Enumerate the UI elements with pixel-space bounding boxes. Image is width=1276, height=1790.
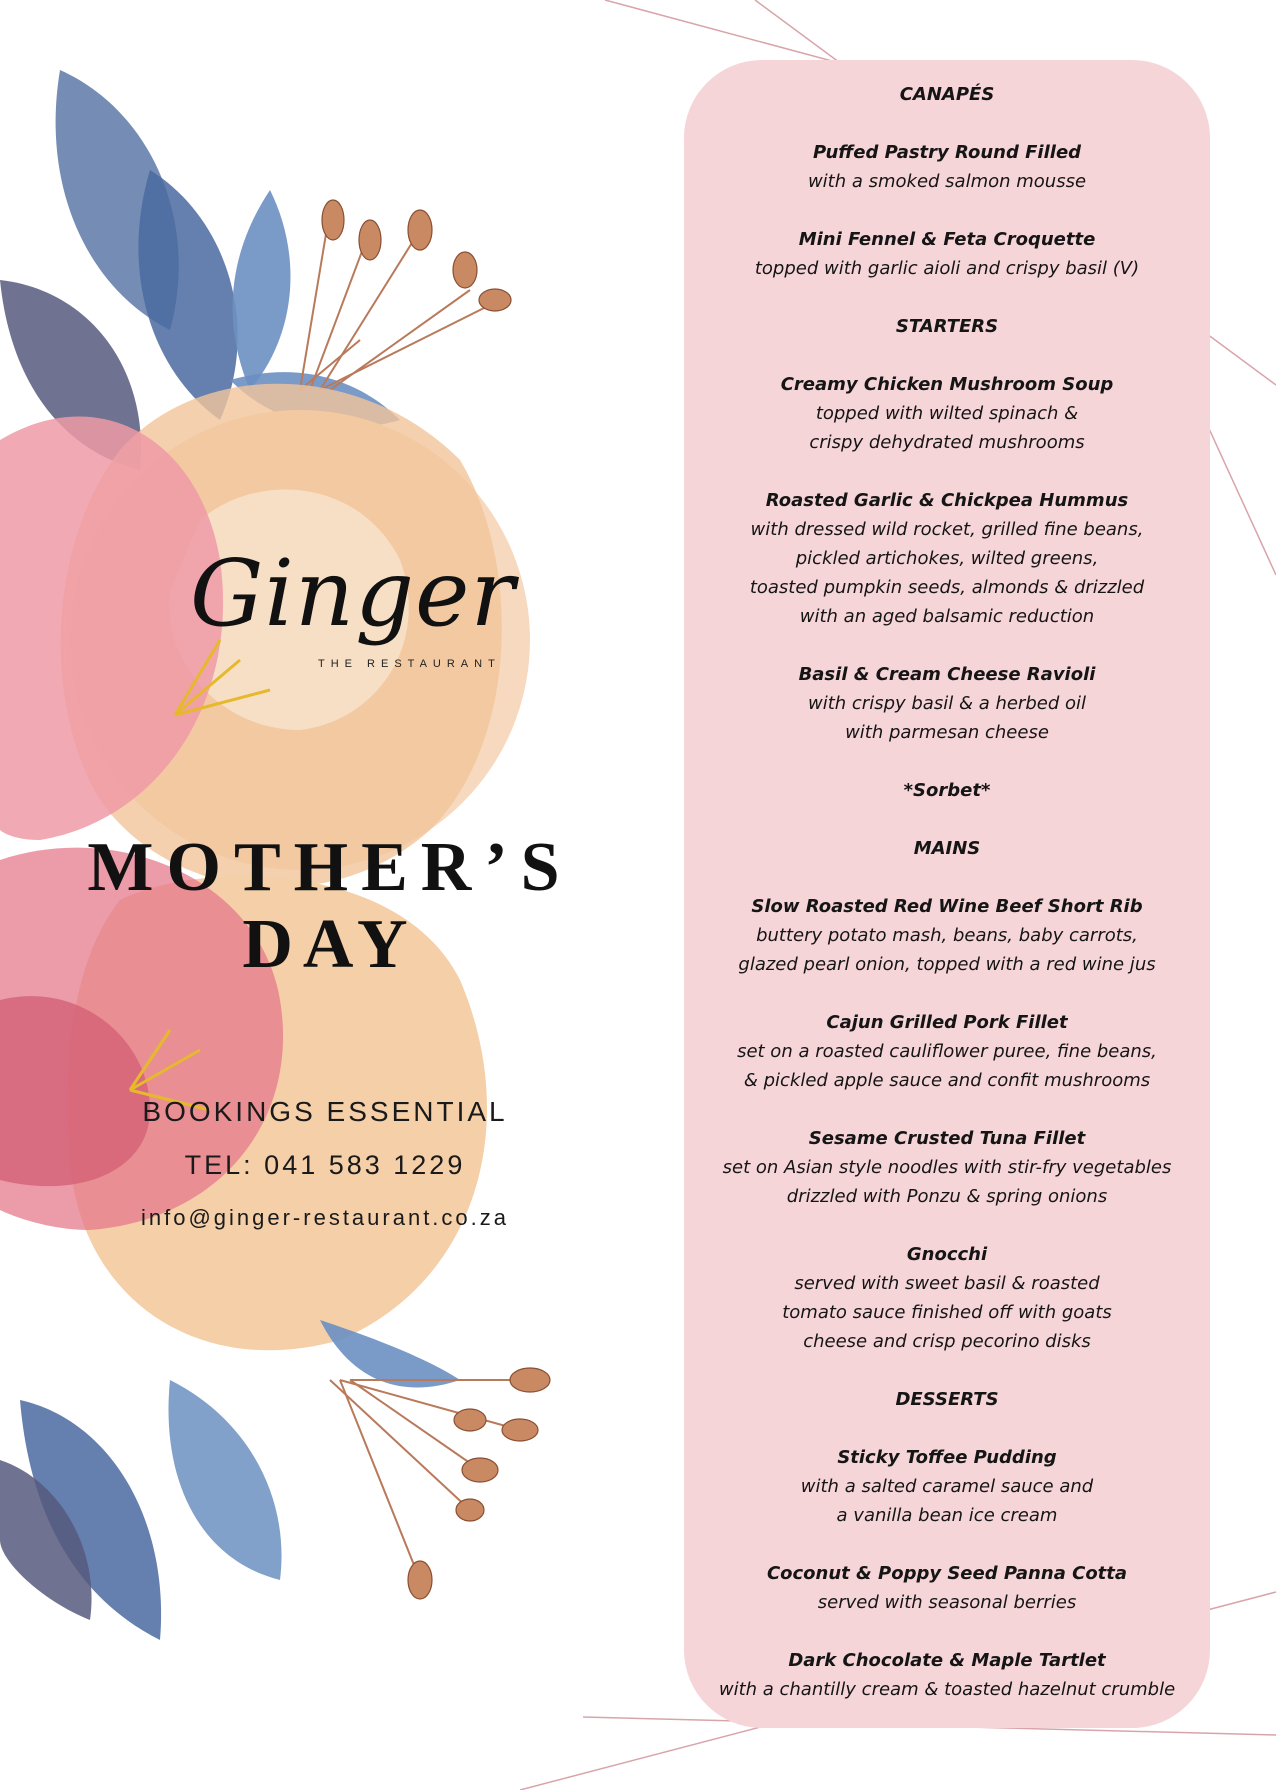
menu-item-name: Basil & Cream Cheese Ravioli: [798, 664, 1096, 685]
menu-content: [684, 80, 1210, 1733]
menu-item: [684, 1124, 1210, 1211]
menu-item-desc: buttery potato mash, beans, baby carrots,: [756, 925, 1138, 946]
menu-item: [684, 225, 1210, 283]
menu-item-desc: served with sweet basil & roasted: [794, 1273, 1100, 1294]
menu-item: [684, 370, 1210, 457]
menu-item: [684, 660, 1210, 747]
menu-item-desc: with parmesan cheese: [845, 722, 1049, 743]
menu-item-name: Creamy Chicken Mushroom Soup: [780, 374, 1114, 395]
menu-item-desc: served with seasonal berries: [817, 1592, 1077, 1613]
menu-item-desc: set on a roasted cauliflower puree, fine beans,: [737, 1041, 1157, 1062]
menu-item-name: Coconut & Poppy Seed Panna Cotta: [766, 1563, 1128, 1584]
menu-item-desc: pickled artichokes, wilted greens,: [795, 548, 1099, 569]
menu-item-desc: with an aged balsamic reduction: [799, 606, 1095, 627]
menu-item-name: Mini Fennel & Feta Croquette: [798, 229, 1096, 250]
restaurant-logo: [180, 540, 520, 720]
menu-item-desc: crispy dehydrated mushrooms: [809, 432, 1085, 453]
menu-item-desc: with dressed wild rocket, grilled fine beans,: [750, 519, 1144, 540]
menu-item-desc: tomato sauce finished off with goats: [782, 1302, 1112, 1323]
section-heading-mains: MAINS: [913, 838, 981, 859]
bud-dots-top: [322, 200, 511, 311]
menu-item-name: Cajun Grilled Pork Fillet: [826, 1012, 1068, 1033]
menu-item: [684, 1008, 1210, 1095]
phone-number: TEL: 041 583 1229: [184, 1150, 466, 1180]
menu-item-name: Dark Chocolate & Maple Tartlet: [788, 1650, 1106, 1671]
section-heading-starters: STARTERS: [895, 316, 999, 337]
menu-item: [684, 1559, 1210, 1617]
email-address[interactable]: info@ginger-restaurant.co.za: [140, 1205, 510, 1230]
menu-item-desc: with a smoked salmon mousse: [807, 171, 1087, 192]
menu-item-desc: a vanilla bean ice cream: [836, 1505, 1058, 1526]
buds-bottom: [330, 1380, 530, 1580]
menu-item: [684, 892, 1210, 979]
menu-item-desc: & pickled apple sauce and confit mushrooms: [743, 1070, 1151, 1091]
menu-item-name: Sticky Toffee Pudding: [837, 1447, 1057, 1468]
menu-item-desc: topped with garlic aioli and crispy basil (V): [754, 258, 1140, 279]
menu-item-desc: with a chantilly cream & toasted hazelnut crumble: [718, 1679, 1176, 1700]
menu-item-desc: with crispy basil & a herbed oil: [808, 693, 1086, 714]
menu-item-desc: drizzled with Ponzu & spring onions: [786, 1186, 1108, 1207]
menu-item-name: Gnocchi: [906, 1244, 988, 1265]
menu-item: [684, 1443, 1210, 1530]
menu-item: [684, 486, 1210, 631]
section-heading-canapes: CANAPÉS: [899, 84, 995, 105]
event-title-line1: MOTHER’S: [87, 829, 573, 906]
bookings-notice: BOOKINGS ESSENTIAL: [142, 1096, 508, 1127]
menu-item-desc: topped with wilted spinach &: [815, 403, 1079, 424]
menu-item-name: Roasted Garlic & Chickpea Hummus: [765, 490, 1129, 511]
sorbet-course: *Sorbet*: [903, 780, 991, 801]
menu-item: [684, 1646, 1210, 1704]
menu-item-name: Sesame Crusted Tuna Fillet: [808, 1128, 1086, 1149]
menu-item-desc: cheese and crisp pecorino disks: [803, 1331, 1091, 1352]
menu-item-name: Puffed Pastry Round Filled: [812, 142, 1082, 163]
menu-item-name: Slow Roasted Red Wine Beef Short Rib: [751, 896, 1143, 917]
leaf-cluster-bottom: [0, 1320, 460, 1640]
event-title-line2: DAY: [242, 906, 418, 983]
menu-item: [684, 138, 1210, 196]
menu-item-desc: with a salted caramel sauce and: [800, 1476, 1094, 1497]
menu-item-desc: toasted pumpkin seeds, almonds & drizzled: [749, 577, 1145, 598]
menu-item: [684, 1240, 1210, 1356]
menu-item-desc: set on Asian style noodles with stir-fry vegetables: [722, 1157, 1172, 1178]
section-heading-desserts: DESSERTS: [895, 1389, 999, 1410]
menu-item-desc: glazed pearl onion, topped with a red wine jus: [738, 954, 1156, 975]
logo-subtitle: THE RESTAURANT: [318, 658, 501, 670]
bud-dots-bottom: [408, 1368, 550, 1599]
logo-wordmark: Ginger: [190, 540, 516, 647]
